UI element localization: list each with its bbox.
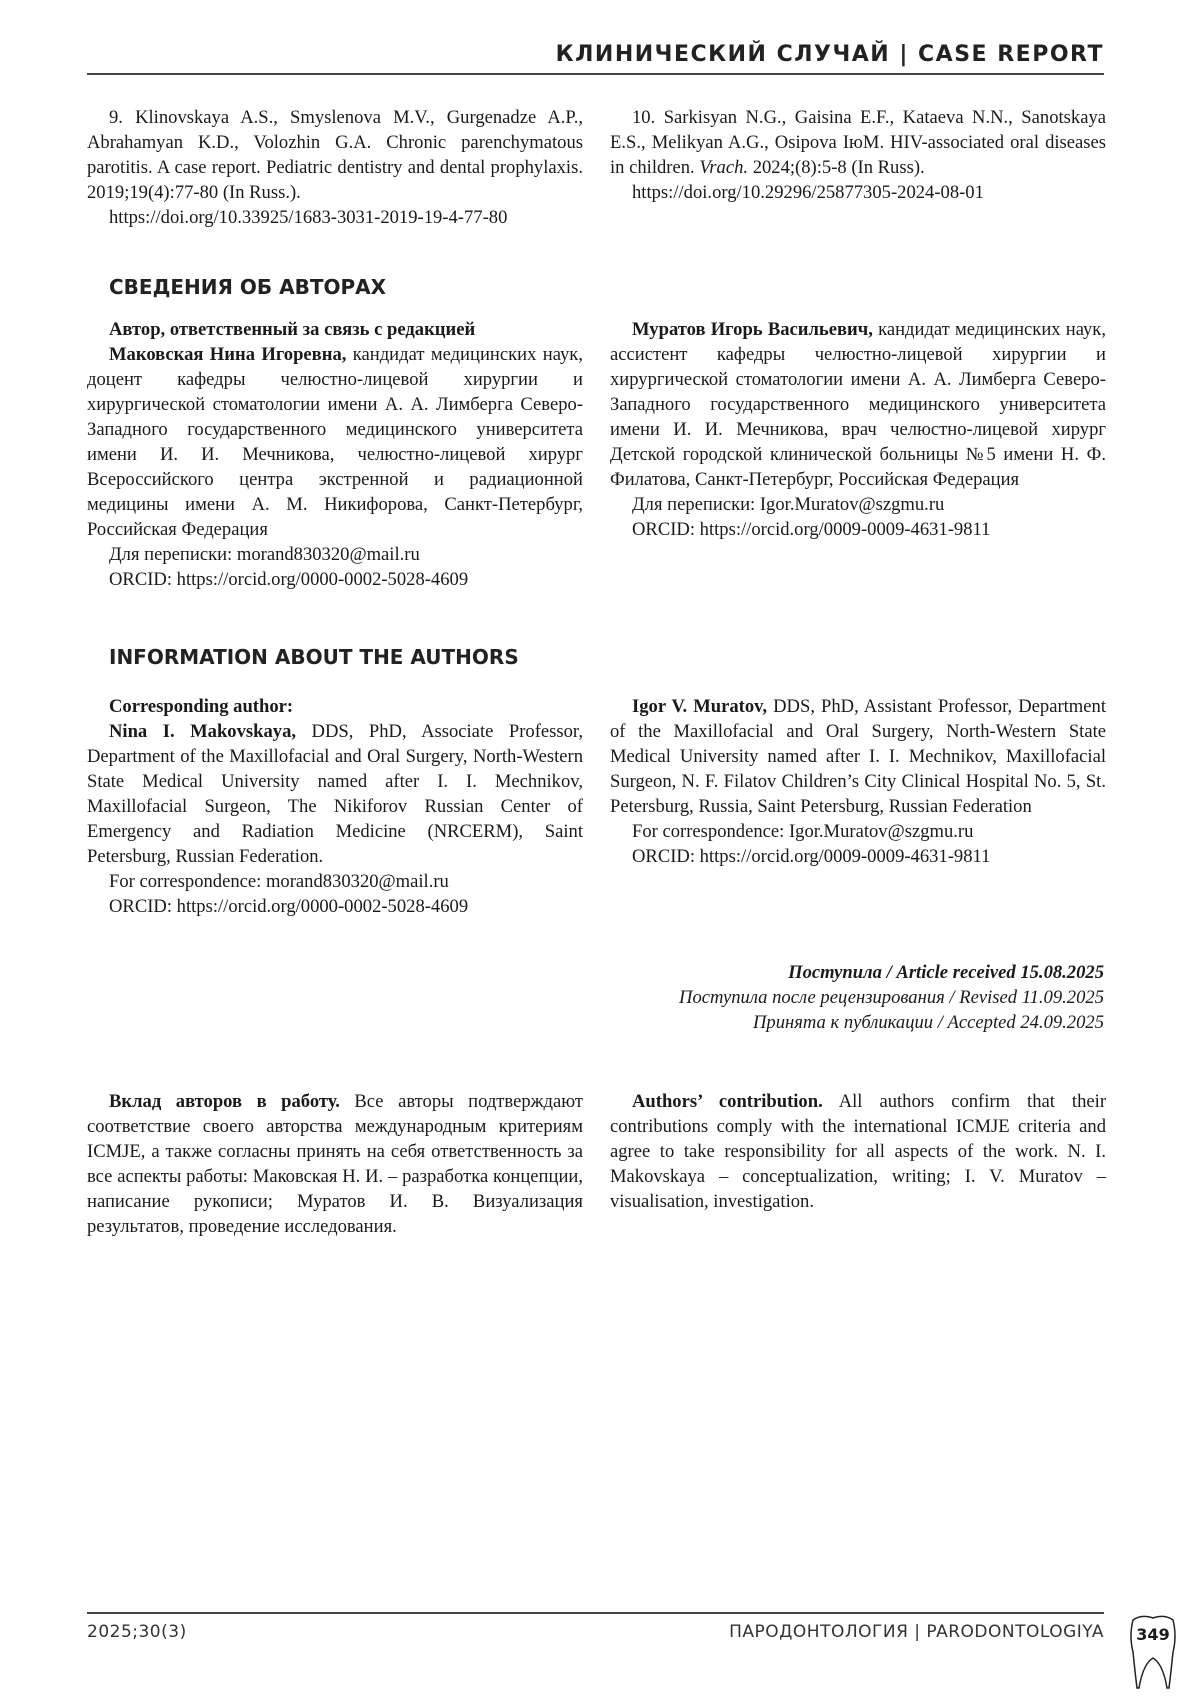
- footer-issue: 2025;30(3): [87, 1622, 187, 1642]
- en-author-1: [87, 694, 583, 919]
- author-email[interactable]: For correspondence: Igor.Muratov@szgmu.ru: [610, 819, 1106, 844]
- author-name: Муратов Игорь Васильевич,: [632, 319, 873, 340]
- author-name: Igor V. Muratov,: [632, 696, 767, 717]
- contribution-ru: [87, 1089, 583, 1239]
- author-bio: кандидат медицинских наук, ассистент кафедры челюстно-лицевой хирургии и хирургической стоматологии имени А. А. Лимберга Северо-Западного государственного медицинского университета имени И. И. Мечникова, врач челюстно-лицевой хирург Детской городской клинической больницы №5 имени Н. Ф. Филатова, Санкт-Петербург, Российская Федерация: [610, 319, 1106, 490]
- footer-rule: [87, 1612, 1104, 1614]
- reference-text: 10. Sarkisyan N.G., Gaisina E.F., Kataeva N.N., Sanotskaya E.S., Melikyan A.G., Osipova IюM. HIV-associated oral diseases in children.: [610, 107, 1106, 178]
- ru-authors-heading: СВЕДЕНИЯ ОБ АВТОРАХ: [109, 275, 386, 299]
- en-authors-heading: INFORMATION ABOUT THE AUTHORS: [109, 645, 519, 669]
- reference-10: [610, 105, 1106, 205]
- author-email[interactable]: Для переписки: Igor.Muratov@szgmu.ru: [610, 492, 1106, 517]
- date-received: Поступила / Article received 15.08.2025: [679, 960, 1104, 985]
- author-bio: кандидат медицинских наук, доцент кафедры челюстно-лицевой хирургии и хирургической стоматологии имени А. А. Лимберга Северо-Западного государственного медицинского университета имени И. И. Мечникова, челюстно-лицевой хирург Всероссийского центра экстренной и радиационной медицины имени А. М. Никифорова, Санкт-Петербург, Российская Федерация: [87, 344, 583, 540]
- author-name: Маковская Нина Игоревна,: [109, 344, 346, 365]
- header-rule: [87, 73, 1104, 75]
- corresponding-label: Corresponding author:: [109, 696, 293, 717]
- contribution-label: Вклад авторов в работу.: [109, 1091, 340, 1112]
- tooth-icon: [1127, 1612, 1179, 1692]
- ru-author-2: [610, 317, 1106, 542]
- reference-text: 2024;(8):5-8 (In Russ).: [748, 157, 925, 178]
- author-orcid[interactable]: ORCID: https://orcid.org/0000-0002-5028-4609: [87, 894, 583, 919]
- page-number: 349: [1133, 1625, 1173, 1644]
- reference-9: [87, 105, 583, 230]
- reference-doi-link[interactable]: https://doi.org/10.33925/1683-3031-2019-19-4-77-80: [87, 205, 583, 230]
- footer-journal: ПАРОДОНТОЛОГИЯ | PARODONTOLOGIYA: [729, 1622, 1104, 1642]
- en-author-2: [610, 694, 1106, 869]
- author-bio: DDS, PhD, Assistant Professor, Department of the Maxillofacial and Oral Surgery, North-Western State Medical University named after I. I. Mechnikov, Maxillofacial Surgeon, N. F. Filatov Children’s City Clinical Hospital No. 5, St. Petersburg, Russia, Saint Petersburg, Russian Federation: [610, 696, 1106, 817]
- contribution-label: Authors’ contribution.: [632, 1091, 823, 1112]
- author-name: Nina I. Makovskaya,: [109, 721, 296, 742]
- author-orcid[interactable]: ORCID: https://orcid.org/0000-0002-5028-4609: [87, 567, 583, 592]
- author-email[interactable]: Для переписки: morand830320@mail.ru: [87, 542, 583, 567]
- contribution-en: [610, 1089, 1106, 1214]
- article-dates: [679, 960, 1104, 1035]
- author-bio: DDS, PhD, Associate Professor, Department of the Maxillofacial and Oral Surgery, North-Western State Medical University named after I. I. Mechnikov, Maxillofacial Surgeon, The Nikiforov Russian Center of Emergency and Radiation Medicine (NRCERM), Saint Petersburg, Russian Federation.: [87, 721, 583, 867]
- author-orcid[interactable]: ORCID: https://orcid.org/0009-0009-4631-9811: [610, 844, 1106, 869]
- date-revised: Поступила после рецензирования / Revised 11.09.2025: [679, 985, 1104, 1010]
- section-header: КЛИНИЧЕСКИЙ СЛУЧАЙ | CASE REPORT: [556, 42, 1104, 67]
- date-accepted: Принята к публикации / Accepted 24.09.2025: [679, 1010, 1104, 1035]
- contribution-text: Все авторы подтверждают соответствие своего авторства международным критериям ICMJE, а также согласны принять на себя ответственность за все аспекты работы: Маковская Н. И. – разработка концепции, написание рукописи; Муратов И. В. Визуализация результатов, проведение исследования.: [87, 1091, 583, 1237]
- reference-text: 9. Klinovskaya A.S., Smyslenova M.V., Gurgenadze A.P., Abrahamyan K.D., Volozhin G.A. Chronic parenchymatous parotitis. A case report. Pediatric dentistry and dental prophylaxis. 2019;19(4):77-80 (In Russ.).: [87, 105, 583, 205]
- reference-doi-link[interactable]: https://doi.org/10.29296/25877305-2024-08-01: [610, 180, 1106, 205]
- contribution-text: All authors confirm that their contributions comply with the international ICMJE criteria and agree to take responsibility for all aspects of the work. N. I. Makovskaya – conceptualization, writing; I. V. Muratov – visualisation, investigation.: [610, 1091, 1106, 1212]
- author-email[interactable]: For correspondence: morand830320@mail.ru: [87, 869, 583, 894]
- author-orcid[interactable]: ORCID: https://orcid.org/0009-0009-4631-9811: [610, 517, 1106, 542]
- corresponding-label: Автор, ответственный за связь с редакцией: [109, 319, 475, 340]
- ru-author-1: [87, 317, 583, 592]
- reference-journal: Vrach.: [699, 157, 748, 178]
